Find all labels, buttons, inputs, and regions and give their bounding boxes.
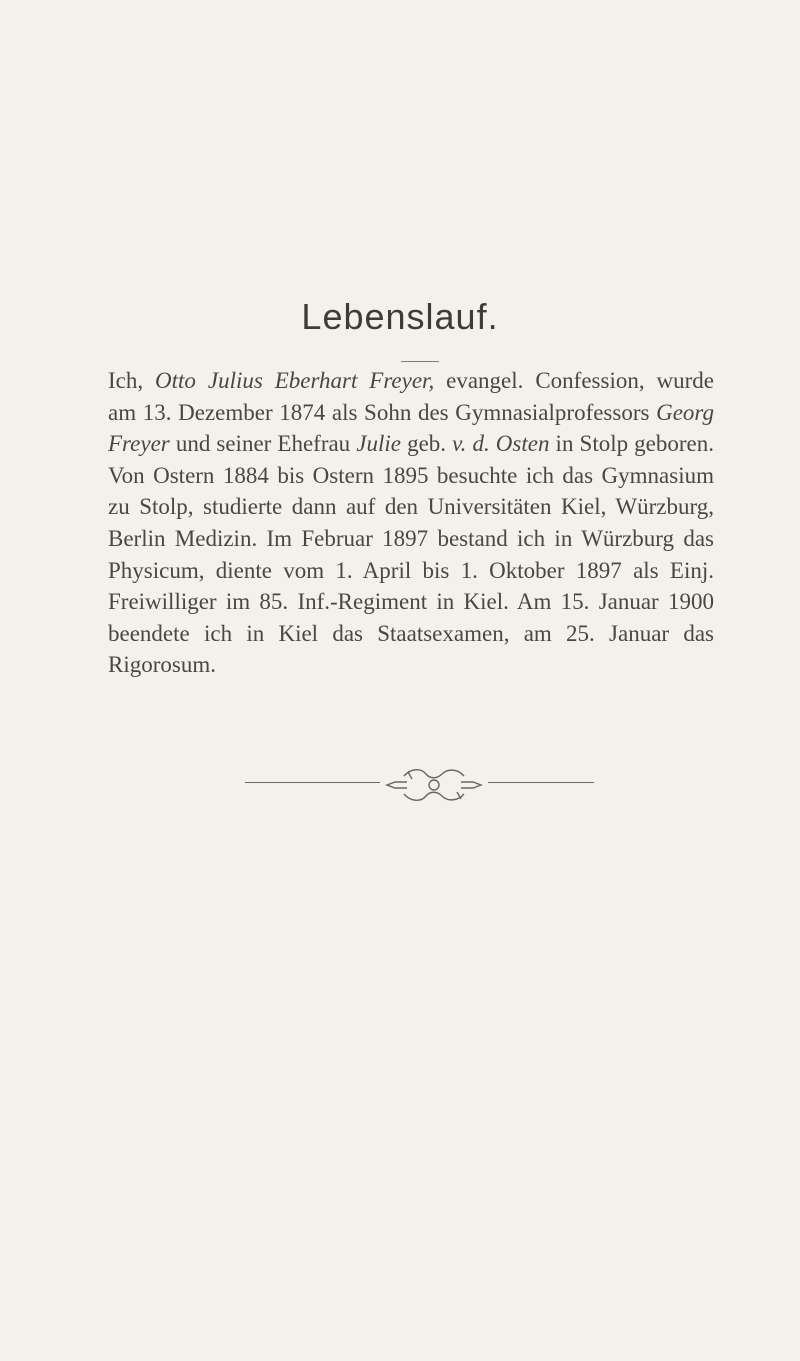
ornament-rule-left (245, 782, 380, 783)
text-segment: am 13. Dezember 1874 als Sohn des Gymnasialprofessors (108, 399, 657, 425)
paragraph-line (108, 618, 714, 650)
paragraph-line (108, 491, 714, 523)
text-segment: geb. (400, 431, 453, 457)
text-segment: Physicum, diente vom 1. April bis 1. Oktober 1897 als Einj. (108, 557, 714, 583)
text-segment: Von Ostern 1884 bis Ostern 1895 besuchte ich das Gymnasium (108, 462, 714, 488)
italic-name-segment: Freyer (108, 431, 170, 457)
paragraph-line (108, 397, 714, 429)
italic-name-segment: Otto Julius Eberhart Freyer, (155, 368, 435, 393)
ornament-rule-right (488, 782, 594, 783)
text-segment: beendete ich in Kiel das Staatsexamen, am 25. Januar das (108, 620, 714, 646)
text-segment: zu Stolp, studierte dann auf den Universitäten Kiel, Würzburg, (108, 494, 714, 520)
italic-name-segment: Georg (656, 399, 714, 425)
text-segment: Rigorosum. (108, 652, 216, 678)
text-segment: Berlin Medizin. Im Februar 1897 bestand ich in Würzburg das (108, 525, 714, 551)
paragraph-line (108, 460, 714, 492)
paragraph-line (108, 555, 714, 587)
text-segment: evangel. Confession, wurde (434, 368, 714, 393)
paragraph-line (108, 586, 714, 618)
cv-paragraph (108, 365, 714, 681)
text-segment: in Stolp geboren. (549, 431, 715, 457)
italic-name-segment: Julie (356, 431, 401, 457)
paragraph-line (108, 523, 714, 555)
paragraph-line (108, 428, 714, 460)
page-title: Lebenslauf. (301, 296, 499, 337)
title-underline (401, 361, 439, 362)
paragraph-line (108, 365, 714, 397)
closing-ornament (245, 760, 605, 808)
text-segment: Ich, (108, 368, 156, 393)
paragraph-line (108, 649, 714, 681)
text-segment: Freiwilliger im 85. Inf.-Regiment in Kiel. Am 15. Januar 1900 (108, 589, 714, 615)
text-segment: und seiner Ehefrau (169, 431, 357, 457)
scroll-ornament-icon (377, 764, 491, 804)
italic-name-segment: v. d. Osten (452, 431, 550, 457)
